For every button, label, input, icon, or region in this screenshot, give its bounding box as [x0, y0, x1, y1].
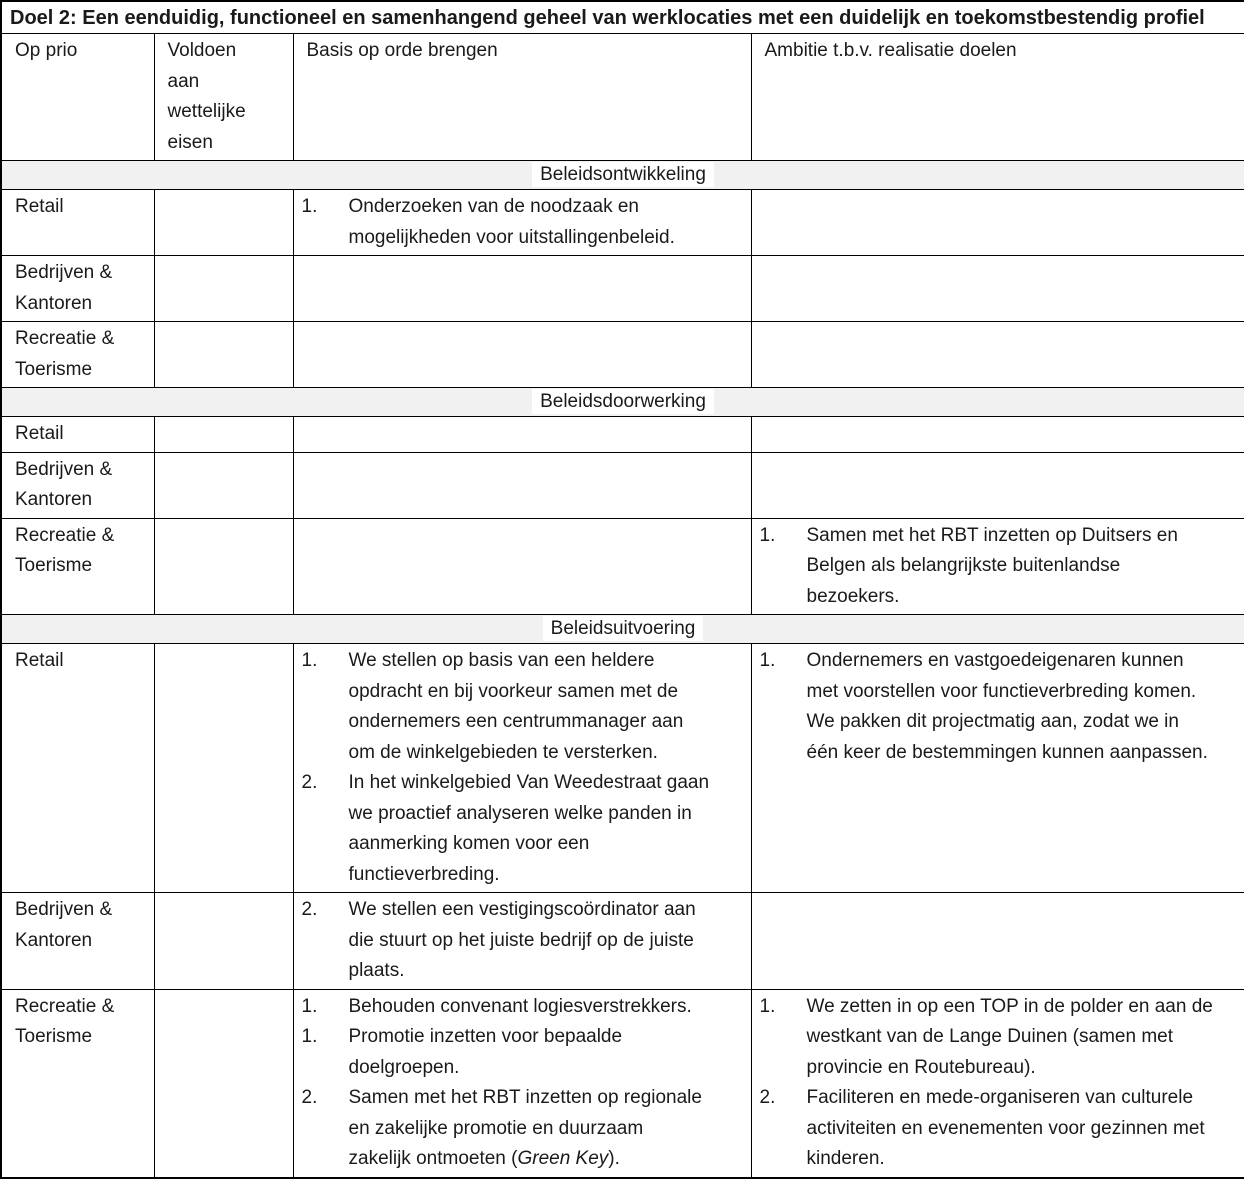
list-item-text: We stellen op basis van een heldere opdracht en bij voorkeur samen met de ondernemers een centrummanager aan om de winkelgebieden te versterken.: [348, 650, 684, 763]
title-row: [1, 1, 1244, 34]
section-heading: Beleidsdoorwerking: [532, 389, 714, 414]
list-item: [302, 1022, 747, 1083]
list-item-text: We zetten in op een TOP in de polder en aan de westkant van de Lange Duinen (samen met provincie en Routebureau).: [806, 995, 1213, 1078]
list-item: [760, 992, 1241, 1084]
empty-cell: [154, 190, 293, 256]
empty-cell: [154, 256, 293, 322]
empty-cell: [293, 452, 751, 518]
empty-cell: [154, 989, 293, 1178]
section-header-cell: [1, 388, 1244, 417]
list-item: [760, 646, 1241, 768]
section-heading: Beleidsuitvoering: [543, 616, 704, 641]
row-label: Retail: [1, 417, 154, 453]
empty-cell: [751, 190, 1244, 256]
list-item-number: 2.: [759, 1087, 776, 1108]
data-row-recreatie-toerisme: [1, 322, 1244, 388]
empty-cell: [751, 452, 1244, 518]
list-item-number: 2.: [301, 772, 318, 793]
list-item-text: Onderzoeken van de noodzaak en mogelijkheden voor uitstallingenbeleid.: [348, 196, 675, 248]
section-header-cell: [1, 161, 1244, 190]
list-item-number: 1.: [759, 650, 776, 671]
empty-cell: [154, 518, 293, 615]
col-header-ambitie-label: Ambitie t.b.v. realisatie doelen: [764, 40, 1017, 61]
empty-cell: [154, 644, 293, 893]
data-row-recreatie-toerisme: [1, 518, 1244, 615]
data-row-retail: [1, 190, 1244, 256]
empty-cell: [751, 417, 1244, 453]
list-item: [760, 521, 1241, 613]
col-header-basis: [293, 34, 751, 161]
row-label: Recreatie & Toerisme: [1, 518, 154, 615]
section-header-row-beleidsontwikkeling: [1, 161, 1244, 190]
text-segment: Samen met het RBT inzetten op regionale en zakelijke promotie en duurzaam zakelijk ontmoeten (: [348, 1087, 702, 1169]
row-label: Bedrijven & Kantoren: [1, 256, 154, 322]
data-row-retail: [1, 644, 1244, 893]
data-row-bedrijven-kantoren: [1, 256, 1244, 322]
table-title: Doel 2: Een eenduidig, functioneel en samenhangend geheel van werklocaties met een duidelijk en toekomstbestendig profiel: [1, 1, 1244, 34]
empty-cell: [154, 417, 293, 453]
list-item-number: 1.: [301, 196, 318, 217]
list-item-text: [349, 1083, 747, 1175]
ambitie-cell: [751, 518, 1244, 615]
column-header-row: [1, 34, 1244, 161]
section-header-row-beleidsdoorwerking: [1, 388, 1244, 417]
empty-cell: [751, 322, 1244, 388]
list-item: [302, 768, 747, 890]
list-item-number: 2.: [301, 899, 318, 920]
data-row-recreatie-toerisme: [1, 989, 1244, 1178]
list-item-text: Promotie inzetten voor bepaalde doelgroepen.: [348, 1026, 623, 1078]
list-item: [302, 895, 747, 987]
list-item-number: 1.: [759, 995, 776, 1017]
empty-cell: [751, 256, 1244, 322]
basis-cell: [293, 989, 751, 1178]
list-item: [302, 992, 747, 1023]
list-item-text: Samen met het RBT inzetten op Duitsers en Belgen als belangrijkste buitenlandse bezoekers.: [806, 524, 1178, 607]
list-item: [302, 192, 747, 253]
list-item-number: 1.: [301, 995, 318, 1017]
row-label: Bedrijven & Kantoren: [1, 893, 154, 990]
col-header-op-prio-label: Op prio: [15, 40, 78, 61]
col-header-voldoen-label: Voldoen aan wettelijke eisen: [167, 40, 246, 153]
ambitie-cell: [751, 989, 1244, 1178]
section-header-row-beleidsuitvoering: [1, 615, 1244, 644]
basis-cell: [293, 190, 751, 256]
empty-cell: [293, 256, 751, 322]
col-header-voldoen: [154, 34, 293, 161]
list-item: [302, 646, 747, 768]
row-label: Retail: [1, 190, 154, 256]
row-label: Recreatie & Toerisme: [1, 322, 154, 388]
text-segment: ).: [608, 1148, 620, 1169]
empty-cell: [154, 322, 293, 388]
data-row-retail: [1, 417, 1244, 453]
section-heading: Beleidsontwikkeling: [532, 162, 714, 187]
list-item-text: Behouden convenant logiesverstrekkers.: [348, 995, 692, 1017]
empty-cell: [154, 893, 293, 990]
row-label: Recreatie & Toerisme: [1, 989, 154, 1178]
empty-cell: [154, 452, 293, 518]
col-header-ambitie: [751, 34, 1244, 161]
basis-cell: [293, 644, 751, 893]
data-row-bedrijven-kantoren: [1, 452, 1244, 518]
ambitie-cell: [751, 644, 1244, 893]
col-header-basis-label: Basis op orde brengen: [306, 40, 498, 61]
list-item: [760, 1083, 1241, 1175]
list-item-number: 1.: [301, 1026, 318, 1047]
basis-cell: [293, 893, 751, 990]
list-item: [302, 1083, 747, 1175]
empty-cell: [751, 893, 1244, 990]
list-item-number: 2.: [301, 1087, 318, 1108]
data-row-bedrijven-kantoren: [1, 893, 1244, 990]
list-item-text: Faciliteren en mede-organiseren van culturele activiteiten en evenementen voor gezinnen met kinderen.: [806, 1087, 1205, 1169]
col-header-op-prio: [1, 34, 154, 161]
row-label: Retail: [1, 644, 154, 893]
empty-cell: [293, 417, 751, 453]
section-header-cell: [1, 615, 1244, 644]
list-item-text: In het winkelgebied Van Weedestraat gaan we proactief analyseren welke panden in aanmerking komen voor een functieverbreding.: [348, 772, 710, 885]
row-label: Bedrijven & Kantoren: [1, 452, 154, 518]
list-item-number: 1.: [301, 650, 318, 671]
list-item-text: Ondernemers en vastgoedeigenaren kunnen met voorstellen voor functieverbreding komen. We pakken dit projectmatig aan, zodat we in één keer de bestemmingen kunnen aanpassen.: [806, 650, 1208, 763]
empty-cell: [293, 322, 751, 388]
list-item-number: 1.: [759, 524, 776, 546]
empty-cell: [293, 518, 751, 615]
italic-text-segment: Green Key: [517, 1148, 609, 1169]
list-item-text: We stellen een vestigingscoördinator aan die stuurt op het juiste bedrijf op de juiste plaats.: [348, 899, 696, 981]
